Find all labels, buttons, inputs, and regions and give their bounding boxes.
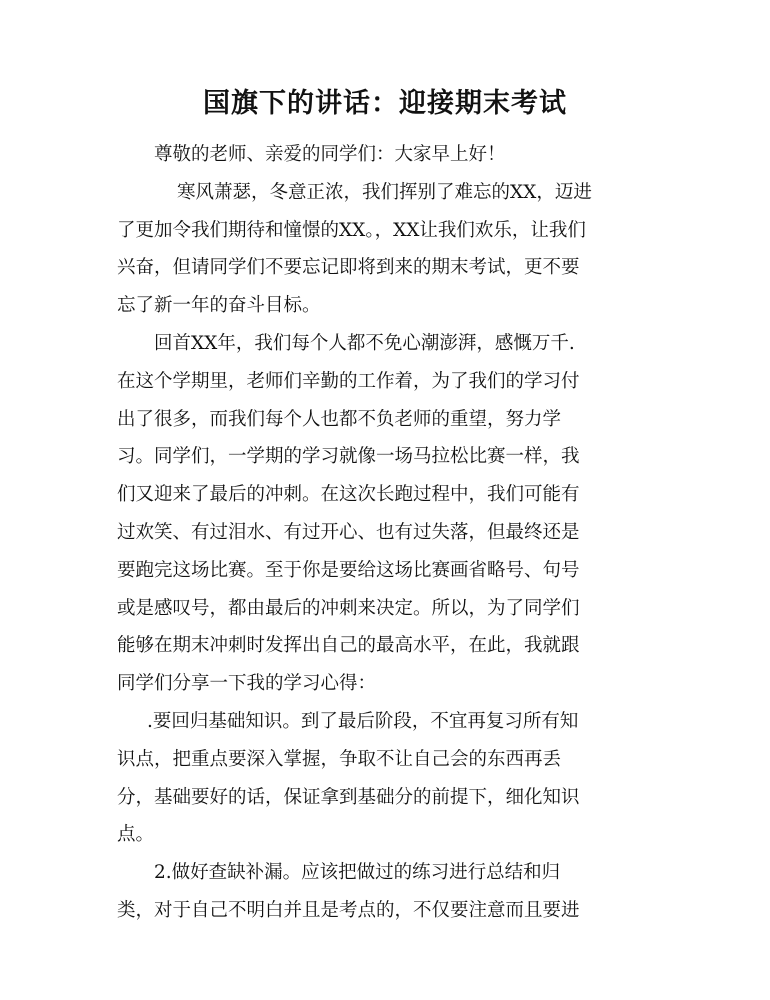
body-line: 点。: [117, 824, 155, 846]
body-line: 或是感叹号，都由最后的冲刺来决定。所以，为了同学们: [117, 597, 580, 619]
body-line: 过欢笑、有过泪水、有过开心、也有过失落，但最终还是: [117, 521, 580, 543]
body-line: 在这个学期里，老师们辛勤的工作着，为了我们的学习付: [117, 370, 580, 392]
salutation-line: 尊敬的老师、亲爱的同学们：大家早上好！: [154, 144, 506, 165]
body-line: 寒风萧瑟，冬意正浓，我们挥别了难忘的XX，迈进: [177, 181, 592, 203]
body-line: 出了很多，而我们每个人也都不负老师的重望，努力学: [117, 408, 562, 430]
body-line: 回首XX年，我们每个人都不免心潮澎湃，感慨万千.: [154, 332, 575, 354]
body-line: 要跑完这场比赛。至于你是要给这场比赛画省略号、句号: [117, 559, 580, 581]
body-line: 识点，把重点要深入掌握，争取不让自己会的东西再丢: [117, 748, 562, 770]
body-line: 习。同学们，一学期的学习就像一场马拉松比赛一样，我: [117, 446, 580, 468]
body-line: 了更加令我们期待和憧憬的XX。，XX让我们欢乐，让我们: [117, 219, 586, 241]
body-line: 兴奋，但请同学们不要忘记即将到来的期末考试，更不要: [117, 257, 580, 279]
body-line: 类，对于自己不明白并且是考点的，不仅要注意而且要进: [117, 899, 580, 921]
body-line: 同学们分享一下我的学习心得：: [117, 673, 377, 695]
body-line: 们又迎来了最后的冲刺。在这次长跑过程中，我们可能有: [117, 484, 580, 506]
body-line: 分，基础要好的话，保证拿到基础分的前提下，细化知识: [117, 786, 580, 808]
document-body: [117, 136, 657, 930]
body-line: 2.做好查缺补漏。应该把做过的练习进行总结和归: [154, 862, 561, 884]
body-line: 能够在期末冲刺时发挥出自己的最高水平，在此，我就跟: [117, 635, 580, 657]
body-line: .要回归基础知识。到了最后阶段，不宜再复习所有知: [147, 710, 579, 732]
document-title: 国旗下的讲话：迎接期末考试: [203, 88, 567, 119]
body-line: 忘了新一年的奋斗目标。: [117, 295, 321, 317]
